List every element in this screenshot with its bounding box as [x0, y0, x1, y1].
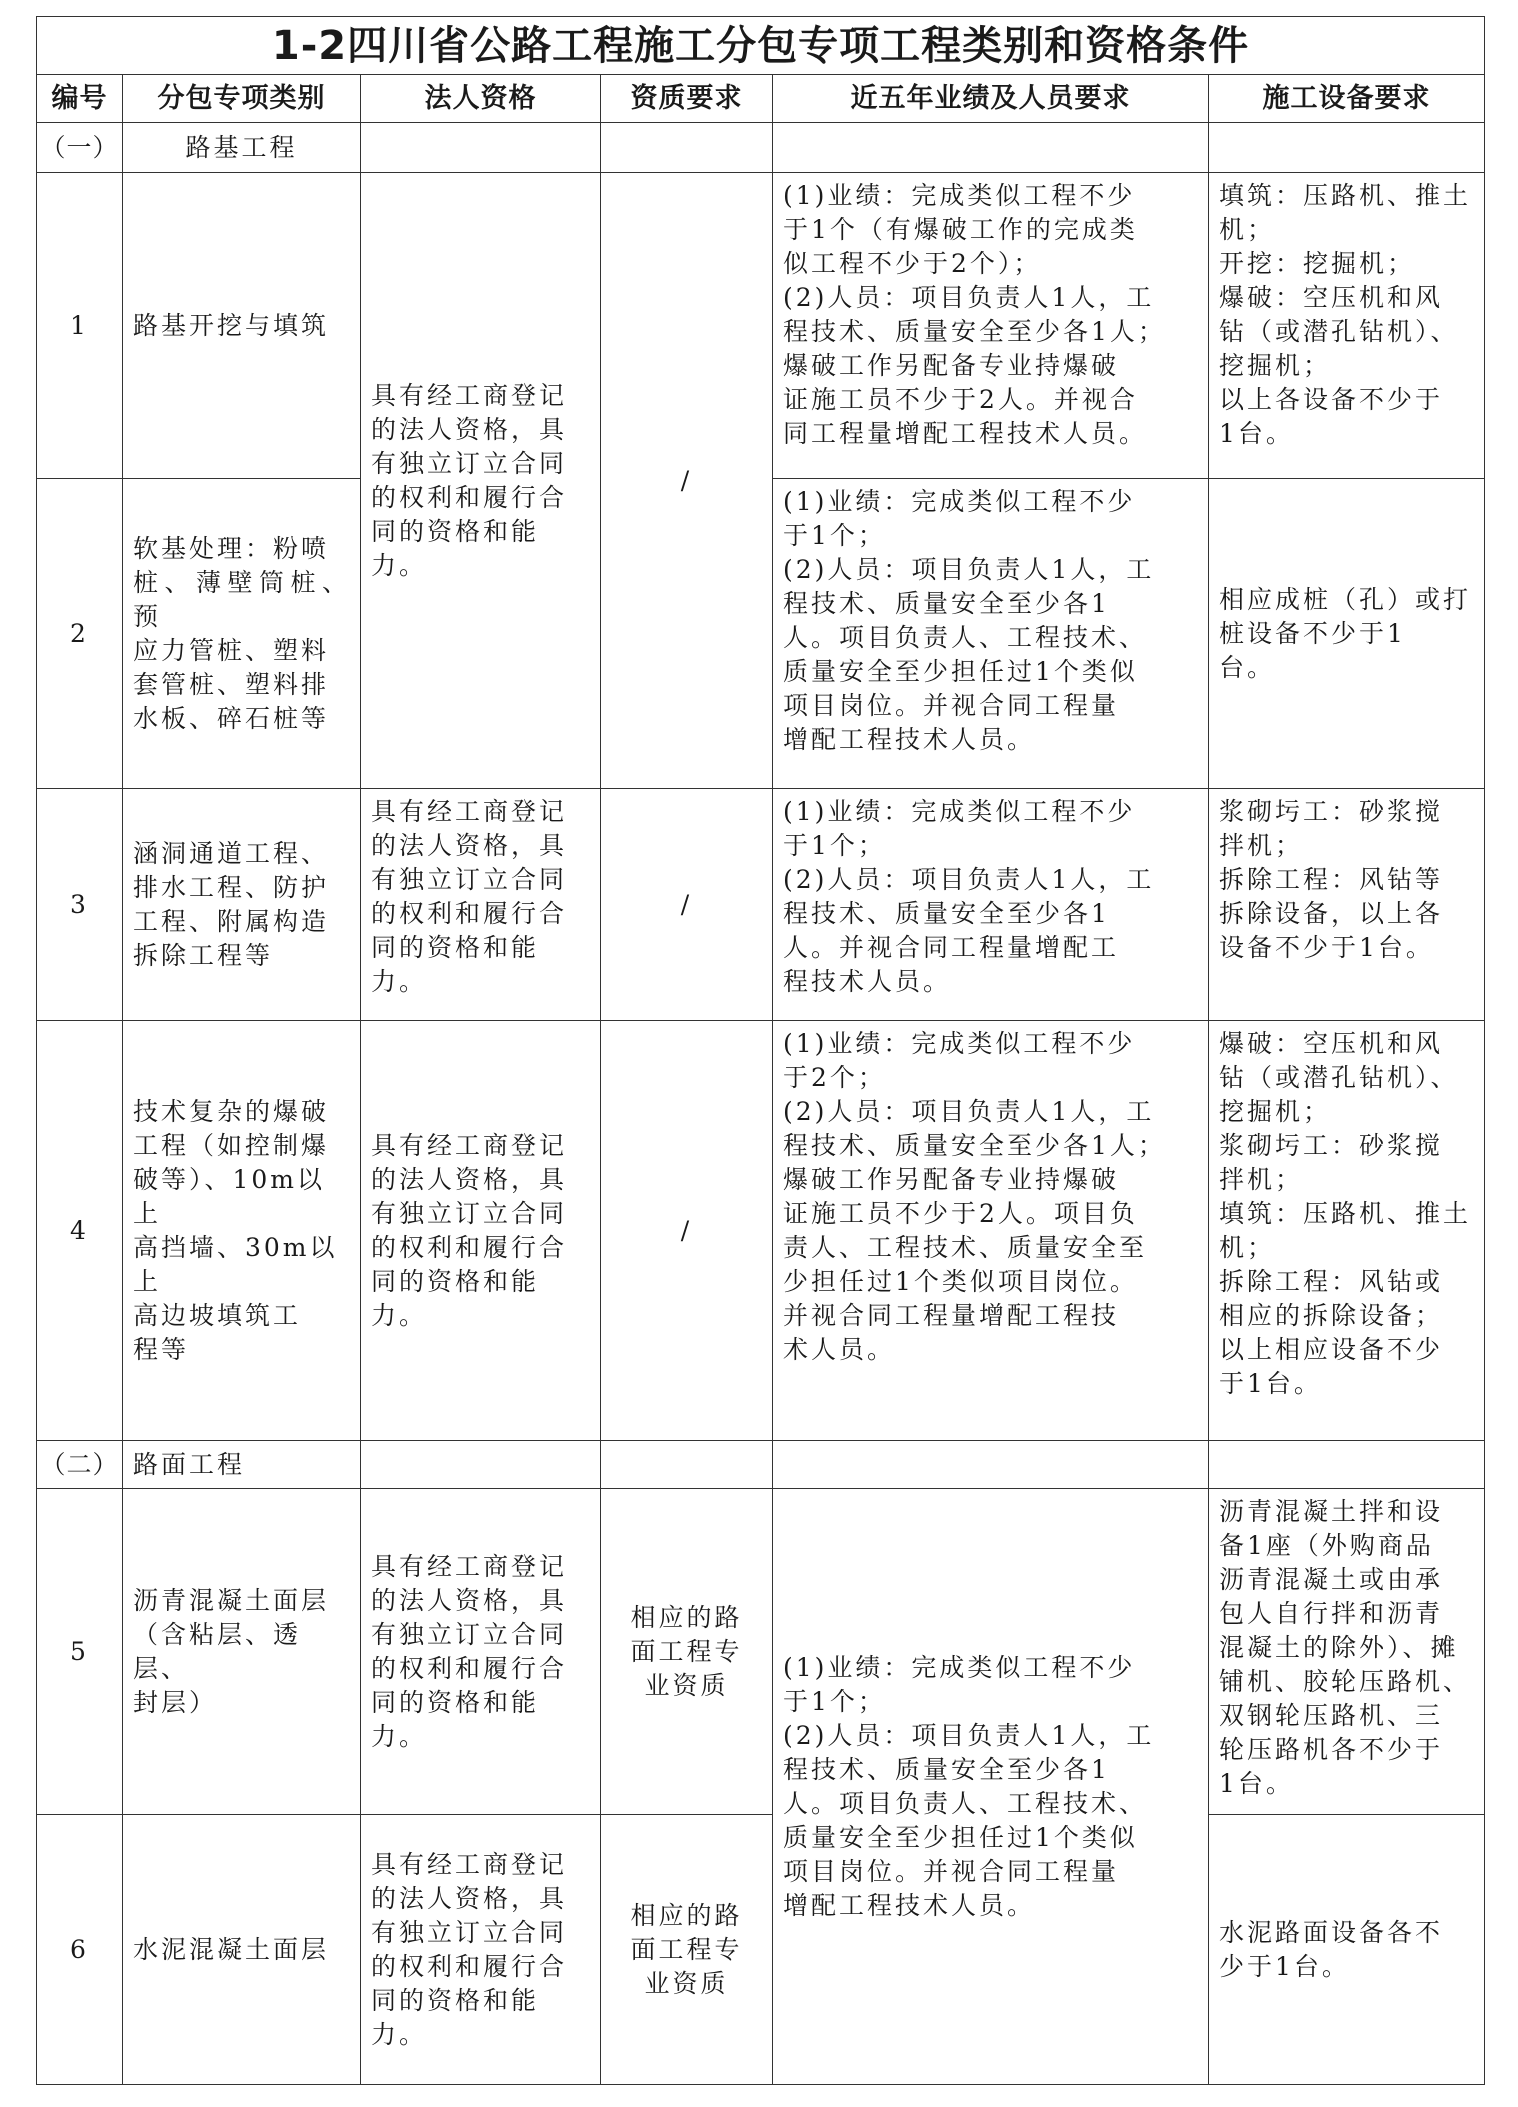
performance-cell: (1)业绩：完成类似工程不少 于1个； (2)人员：项目负责人1人，工 程技术、质量安全至少各1 人。项目负责人、工程技术、 质量安全至少担任过1个类似 项目岗位。并视合同工程量 增配工程技术人员。 [773, 479, 1209, 789]
table-row-3 [37, 789, 1485, 1021]
performance-cell: (1)业绩：完成类似工程不少 于1个； (2)人员：项目负责人1人，工 程技术、质量安全至少各1 人。项目负责人、工程技术、 质量安全至少担任过1个类似 项目岗位。并视合同工程量 增配工程技术人员。 [773, 1489, 1209, 2085]
performance-cell: (1)业绩：完成类似工程不少 于2个； (2)人员：项目负责人1人，工 程技术、质量安全至少各1人； 爆破工作另配备专业持爆破 证施工员不少于2人。项目负 责人、工程技术、质量安全至 少担任过1个类似项目岗位。 并视合同工程量增配工程技 术人员。 [773, 1021, 1209, 1441]
title-row [37, 17, 1485, 75]
section-row-1 [37, 123, 1485, 173]
qualification-table [36, 16, 1485, 2085]
table-row-4 [37, 1021, 1485, 1441]
empty-cell [1209, 123, 1485, 173]
header-legal: 法人资格 [361, 75, 601, 123]
row-number: 5 [37, 1489, 123, 1815]
qualification-cell: / [601, 1021, 773, 1441]
equipment-cell: 相应成桩（孔）或打 桩设备不少于1 台。 [1209, 479, 1485, 789]
category-cell: 涵洞通道工程、 排水工程、防护 工程、附属构造 拆除工程等 [123, 789, 361, 1021]
qualification-cell: / [601, 789, 773, 1021]
qualification-cell: 相应的路 面工程专 业资质 [601, 1489, 773, 1815]
empty-cell [361, 123, 601, 173]
section-number: （一） [37, 123, 123, 173]
category-cell: 沥青混凝土面层 （含粘层、透层、 封层） [123, 1489, 361, 1815]
section-number: （二） [37, 1441, 123, 1489]
header-category: 分包专项类别 [123, 75, 361, 123]
table-row-6 [37, 1815, 1485, 2085]
legal-cell: 具有经工商登记 的法人资格，具 有独立订立合同 的权利和履行合 同的资格和能 力。 [361, 1489, 601, 1815]
header-no: 编号 [37, 75, 123, 123]
empty-cell [601, 1441, 773, 1489]
header-equipment: 施工设备要求 [1209, 75, 1485, 123]
qualification-cell: / [601, 173, 773, 789]
category-cell: 软基处理：粉喷 桩、薄壁筒桩、预 应力管桩、塑料 套管桩、塑料排 水板、碎石桩等 [123, 479, 361, 789]
header-row [37, 75, 1485, 123]
header-qualification: 资质要求 [601, 75, 773, 123]
row-number: 1 [37, 173, 123, 479]
empty-cell [773, 1441, 1209, 1489]
section-name: 路基工程 [123, 123, 361, 173]
empty-cell [773, 123, 1209, 173]
category-cell: 水泥混凝土面层 [123, 1815, 361, 2085]
table-row-5 [37, 1489, 1485, 1815]
empty-cell [601, 123, 773, 173]
section-row-2 [37, 1441, 1485, 1489]
row-number: 4 [37, 1021, 123, 1441]
category-cell: 技术复杂的爆破 工程（如控制爆 破等）、10m以上 高挡墙、30m以上 高边坡填筑工 程等 [123, 1021, 361, 1441]
document-sheet [36, 16, 1484, 2084]
row-number: 2 [37, 479, 123, 789]
table-row-1 [37, 173, 1485, 479]
legal-cell: 具有经工商登记 的法人资格，具 有独立订立合同 的权利和履行合 同的资格和能 力。 [361, 173, 601, 789]
table-title: 1-2四川省公路工程施工分包专项工程类别和资格条件 [37, 17, 1485, 75]
legal-cell: 具有经工商登记 的法人资格，具 有独立订立合同 的权利和履行合 同的资格和能 力。 [361, 1815, 601, 2085]
section-name: 路面工程 [123, 1441, 361, 1489]
empty-cell [1209, 1441, 1485, 1489]
equipment-cell: 填筑：压路机、推土 机； 开挖：挖掘机； 爆破：空压机和风 钻（或潜孔钻机）、 挖掘机； 以上各设备不少于 1台。 [1209, 173, 1485, 479]
equipment-cell: 爆破：空压机和风 钻（或潜孔钻机）、 挖掘机； 浆砌圬工：砂浆搅 拌机； 填筑：压路机、推土 机； 拆除工程：风钻或 相应的拆除设备； 以上相应设备不少 于1台。 [1209, 1021, 1485, 1441]
empty-cell [361, 1441, 601, 1489]
legal-cell: 具有经工商登记 的法人资格，具 有独立订立合同 的权利和履行合 同的资格和能 力。 [361, 789, 601, 1021]
row-number: 3 [37, 789, 123, 1021]
qualification-cell: 相应的路 面工程专 业资质 [601, 1815, 773, 2085]
category-cell: 路基开挖与填筑 [123, 173, 361, 479]
row-number: 6 [37, 1815, 123, 2085]
header-performance: 近五年业绩及人员要求 [773, 75, 1209, 123]
equipment-cell: 水泥路面设备各不 少于1台。 [1209, 1815, 1485, 2085]
equipment-cell: 沥青混凝土拌和设 备1座（外购商品 沥青混凝土或由承 包人自行拌和沥青 混凝土的除外）、摊 铺机、胶轮压路机、 双钢轮压路机、三 轮压路机各不少于 1台。 [1209, 1489, 1485, 1815]
legal-cell: 具有经工商登记 的法人资格，具 有独立订立合同 的权利和履行合 同的资格和能 力。 [361, 1021, 601, 1441]
performance-cell: (1)业绩：完成类似工程不少 于1个； (2)人员：项目负责人1人，工 程技术、质量安全至少各1 人。并视合同工程量增配工 程技术人员。 [773, 789, 1209, 1021]
performance-cell: (1)业绩：完成类似工程不少 于1个（有爆破工作的完成类 似工程不少于2个）； (2)人员：项目负责人1人，工 程技术、质量安全至少各1人； 爆破工作另配备专业持爆破 证施工员不少于2人。并视合 同工程量增配工程技术人员。 [773, 173, 1209, 479]
equipment-cell: 浆砌圬工：砂浆搅 拌机； 拆除工程：风钻等 拆除设备，以上各 设备不少于1台。 [1209, 789, 1485, 1021]
